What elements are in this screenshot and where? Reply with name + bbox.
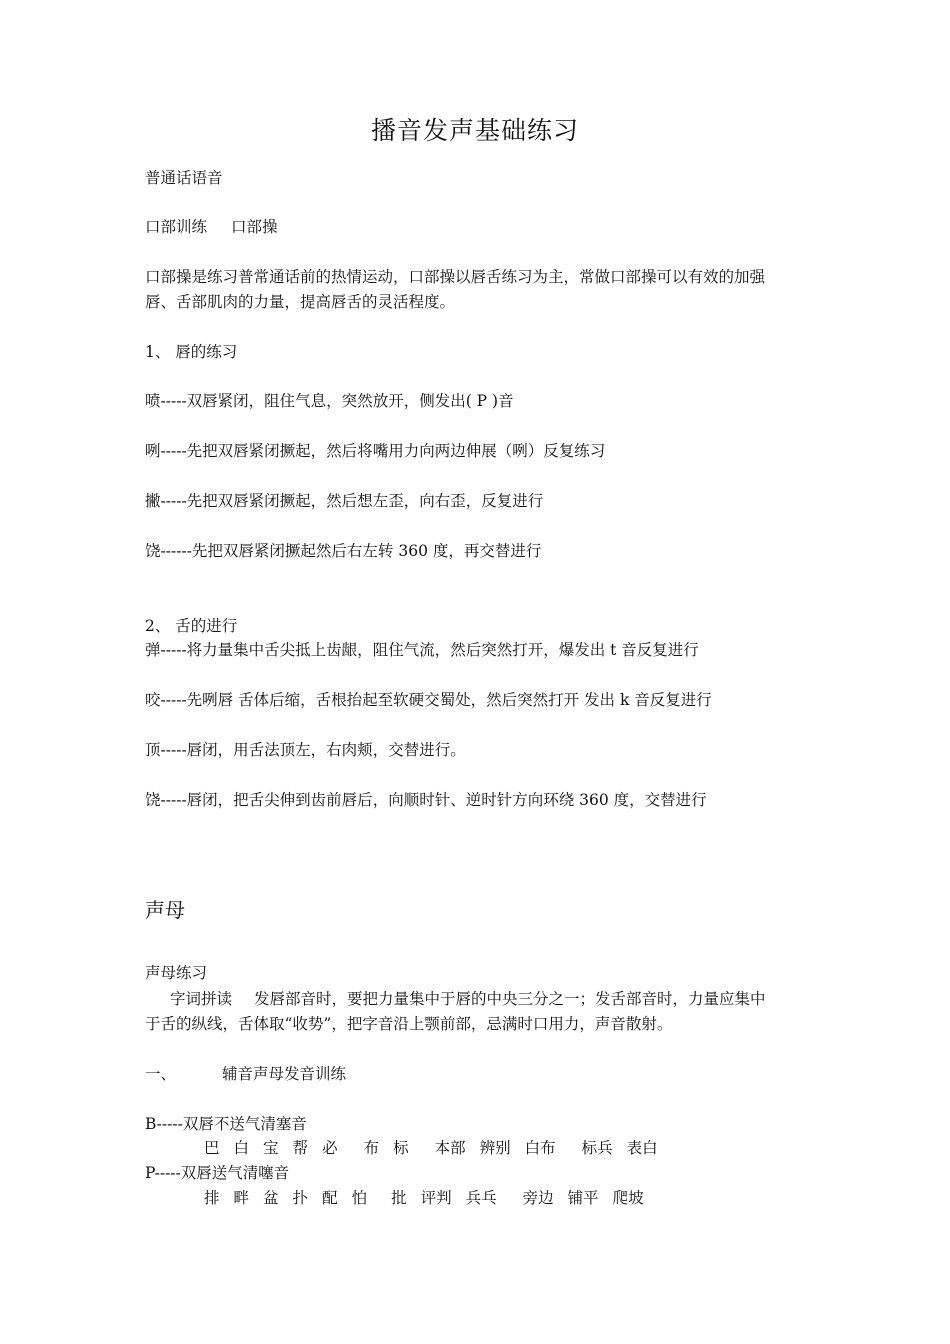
initials-paragraph-line-1: 字词拼读 发唇部音时，要把力量集中于唇的中央三分之一；发舌部音时，力量应集中 [170, 990, 766, 1008]
document-title: 播音发声基础练习 [370, 116, 579, 145]
p-word-list [204, 1188, 658, 1208]
b-word: 必 [322, 1139, 338, 1157]
p-word: 怕 [351, 1189, 368, 1207]
p-word: 排 [204, 1189, 220, 1207]
oral-training-sub: 口部操 [231, 218, 278, 236]
oral-training-line [145, 217, 278, 237]
b-word: 辨别 [479, 1139, 511, 1157]
lip-item: 撇-----先把双唇紧闭撅起，然后想左歪，向右歪，反复进行 [145, 492, 544, 510]
b-word: 宝 [263, 1139, 279, 1157]
initials-paragraph-line-2: 于舌的纵线，舌体取“收势”，把字音沿上颚前部，忌满时口用力，声音散射。 [145, 1015, 673, 1033]
lip-item: 咧-----先把双唇紧闭撅起，然后将嘴用力向两边伸展（咧）反复练习 [145, 442, 606, 460]
p-initial-label: P-----双唇送气清噻音 [145, 1164, 290, 1182]
p-word: 盆 [263, 1189, 279, 1207]
p-word: 畔 [233, 1189, 250, 1207]
tongue-section-heading: 2、 舌的进行 [145, 617, 238, 635]
b-word: 本部 [434, 1139, 466, 1157]
p-word: 铺平 [567, 1189, 599, 1207]
spelling-label: 字词拼读 [170, 990, 233, 1008]
b-word: 白布 [524, 1139, 556, 1157]
b-word-list [204, 1138, 672, 1158]
b-word: 白 [233, 1139, 250, 1157]
p-word: 兵乓 [465, 1189, 497, 1207]
b-word: 标兵 [581, 1139, 613, 1157]
tongue-item: 饶-----唇闭，把舌尖伸到齿前唇后，向顺时针、逆时针方向环绕 360 度，交替进行 [145, 791, 707, 809]
p-word: 扑 [292, 1189, 309, 1207]
oral-training-label: 口部训练 [145, 218, 208, 236]
intro-line-1: 口部操是练习普常通话前的热情运动，口部操以唇舌练习为主，常做口部操可以有效的加强 [145, 268, 766, 286]
b-initial-label: B-----双唇不送气清塞音 [145, 1115, 307, 1133]
p-word: 批 [391, 1189, 407, 1207]
subtitle: 普通话语音 [145, 169, 223, 187]
p-word: 旁边 [522, 1189, 554, 1207]
tongue-item: 弹-----将力量集中舌尖抵上齿龈，阻住气流，然后突然打开，爆发出 t 音反复进行 [145, 641, 699, 659]
tongue-item: 顶-----唇闭，用舌法顶左，右肉颊，交替进行。 [145, 741, 466, 759]
b-word: 帮 [292, 1139, 309, 1157]
p-word: 爬坡 [612, 1189, 644, 1207]
tongue-item: 咬-----先咧唇 舌体后缩，舌根抬起至软硬交蜀处，然后突然打开 发出 k 音反复进行 [145, 691, 712, 709]
lip-item: 喷-----双唇紧闭，阻住气息，突然放开，侧发出( P )音 [145, 392, 514, 410]
initials-practice-label: 声母练习 [145, 964, 208, 982]
p-word: 配 [322, 1189, 338, 1207]
b-word: 巴 [204, 1139, 220, 1157]
initials-heading: 声母 [145, 898, 185, 922]
p-word: 评判 [420, 1189, 452, 1207]
lip-section-heading: 1、 唇的练习 [145, 343, 238, 361]
intro-line-2: 唇、舌部肌肉的力量，提高唇舌的灵活程度。 [145, 293, 456, 311]
b-word: 布 [363, 1139, 380, 1157]
b-word: 标 [393, 1139, 409, 1157]
b-word: 表白 [626, 1139, 658, 1157]
consonant-subheading: 一、 辅音声母发音训练 [145, 1065, 347, 1083]
lip-item: 饶------先把双唇紧闭撅起然后右左转 360 度，再交替进行 [145, 542, 542, 560]
